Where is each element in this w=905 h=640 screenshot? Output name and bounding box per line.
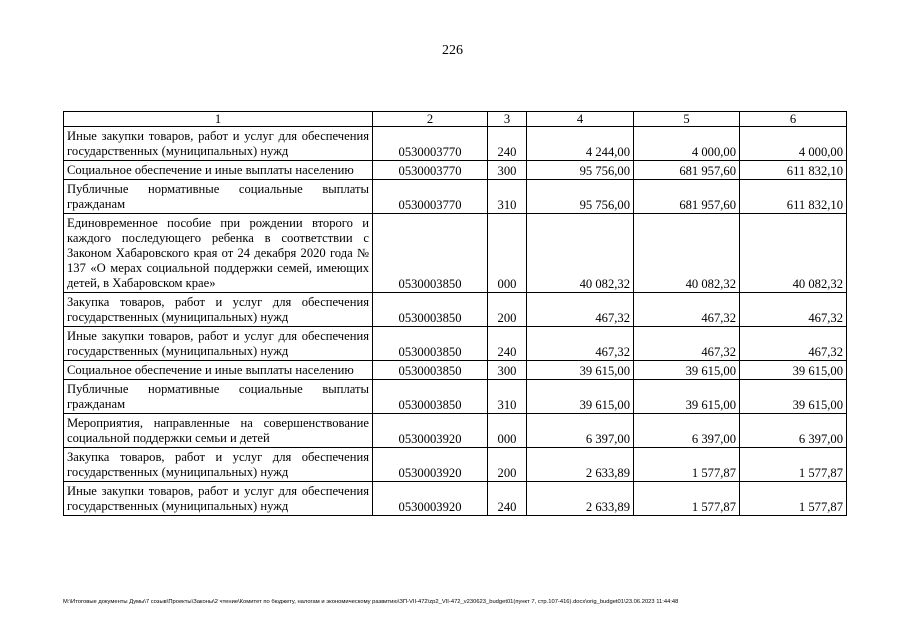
row-code-cell: 0530003770 [373,127,488,161]
row-type-cell: 240 [488,327,527,361]
row-type-cell: 310 [488,180,527,214]
row-code-cell: 0530003920 [373,448,488,482]
row-value-col6-cell: 40 082,32 [740,214,847,293]
row-type-cell: 000 [488,214,527,293]
table-header-row [64,112,847,127]
row-value-col4-cell: 2 633,89 [527,482,634,516]
row-type-cell: 200 [488,293,527,327]
row-name-cell: Иные закупки товаров, работ и услуг для обеспечения государственных (муниципальных) нужд [64,482,373,516]
row-value-col6-cell: 6 397,00 [740,414,847,448]
row-value-col5-cell: 681 957,60 [634,161,740,180]
row-value-col5-cell: 1 577,87 [634,482,740,516]
row-value-col6-cell: 611 832,10 [740,180,847,214]
budget-table [63,111,847,516]
row-code-cell: 0530003920 [373,482,488,516]
row-value-col5-cell: 4 000,00 [634,127,740,161]
row-type-cell: 240 [488,127,527,161]
page-number: 226 [442,43,463,58]
row-type-cell: 000 [488,414,527,448]
header-cell: 1 [64,112,373,127]
row-type-cell: 300 [488,361,527,380]
row-code-cell: 0530003850 [373,327,488,361]
row-value-col6-cell: 1 577,87 [740,482,847,516]
table-row [64,414,847,448]
table-row [64,327,847,361]
row-code-cell: 0530003850 [373,293,488,327]
row-value-col4-cell: 95 756,00 [527,180,634,214]
row-name-cell: Единовременное пособие при рождении второго и каждого последующего ребенка в соответствии с Законом Хабаровского края от 24 декабря 2020 года № 137 «О мерах социальной поддержки семей, имеющих детей, в Хабаровском крае» [64,214,373,293]
row-name-cell: Иные закупки товаров, работ и услуг для обеспечения государственных (муниципальных) нужд [64,327,373,361]
table-row [64,161,847,180]
row-value-col6-cell: 4 000,00 [740,127,847,161]
row-value-col6-cell: 39 615,00 [740,361,847,380]
row-code-cell: 0530003920 [373,414,488,448]
row-name-cell: Социальное обеспечение и иные выплаты населению [64,161,373,180]
row-type-cell: 310 [488,380,527,414]
row-name-cell: Публичные нормативные социальные выплаты гражданам [64,380,373,414]
row-name-cell: Публичные нормативные социальные выплаты гражданам [64,180,373,214]
table-row [64,380,847,414]
row-value-col4-cell: 467,32 [527,293,634,327]
row-value-col4-cell: 39 615,00 [527,380,634,414]
row-value-col5-cell: 6 397,00 [634,414,740,448]
table-row [64,482,847,516]
document-file-path: M:\Итоговые документы Думы\7 созыв\Проекты\Законы\2 чтение\Комитет по бюджету, налогам и экономическому развитию\ЗП-VII-472\zp2_VII-472_v230623_budget01(пункт 7, стр.107-416).docx\orig_budget01\23.06.2023 11:44:48 [63,599,679,605]
row-type-cell: 300 [488,161,527,180]
table-row [64,448,847,482]
row-value-col6-cell: 467,32 [740,293,847,327]
row-value-col6-cell: 611 832,10 [740,161,847,180]
row-value-col5-cell: 39 615,00 [634,361,740,380]
row-name-cell: Закупка товаров, работ и услуг для обеспечения государственных (муниципальных) нужд [64,448,373,482]
table-row [64,214,847,293]
row-name-cell: Социальное обеспечение и иные выплаты населению [64,361,373,380]
row-value-col5-cell: 467,32 [634,293,740,327]
row-value-col4-cell: 95 756,00 [527,161,634,180]
row-value-col6-cell: 467,32 [740,327,847,361]
row-code-cell: 0530003770 [373,161,488,180]
table-row [64,127,847,161]
row-value-col6-cell: 1 577,87 [740,448,847,482]
header-cell: 6 [740,112,847,127]
row-value-col5-cell: 1 577,87 [634,448,740,482]
row-value-col4-cell: 2 633,89 [527,448,634,482]
row-value-col5-cell: 39 615,00 [634,380,740,414]
row-value-col4-cell: 4 244,00 [527,127,634,161]
table-row [64,180,847,214]
header-cell: 4 [527,112,634,127]
row-code-cell: 0530003850 [373,361,488,380]
row-value-col5-cell: 40 082,32 [634,214,740,293]
row-value-col5-cell: 681 957,60 [634,180,740,214]
row-code-cell: 0530003850 [373,214,488,293]
header-cell: 2 [373,112,488,127]
row-value-col6-cell: 39 615,00 [740,380,847,414]
row-value-col4-cell: 467,32 [527,327,634,361]
header-cell: 3 [488,112,527,127]
row-value-col4-cell: 6 397,00 [527,414,634,448]
row-type-cell: 240 [488,482,527,516]
table-row [64,361,847,380]
row-code-cell: 0530003850 [373,380,488,414]
row-type-cell: 200 [488,448,527,482]
row-value-col4-cell: 39 615,00 [527,361,634,380]
row-name-cell: Мероприятия, направленные на совершенствование социальной поддержки семьи и детей [64,414,373,448]
row-name-cell: Закупка товаров, работ и услуг для обеспечения государственных (муниципальных) нужд [64,293,373,327]
row-code-cell: 0530003770 [373,180,488,214]
header-cell: 5 [634,112,740,127]
row-value-col5-cell: 467,32 [634,327,740,361]
table-row [64,293,847,327]
row-value-col4-cell: 40 082,32 [527,214,634,293]
row-name-cell: Иные закупки товаров, работ и услуг для обеспечения государственных (муниципальных) нужд [64,127,373,161]
